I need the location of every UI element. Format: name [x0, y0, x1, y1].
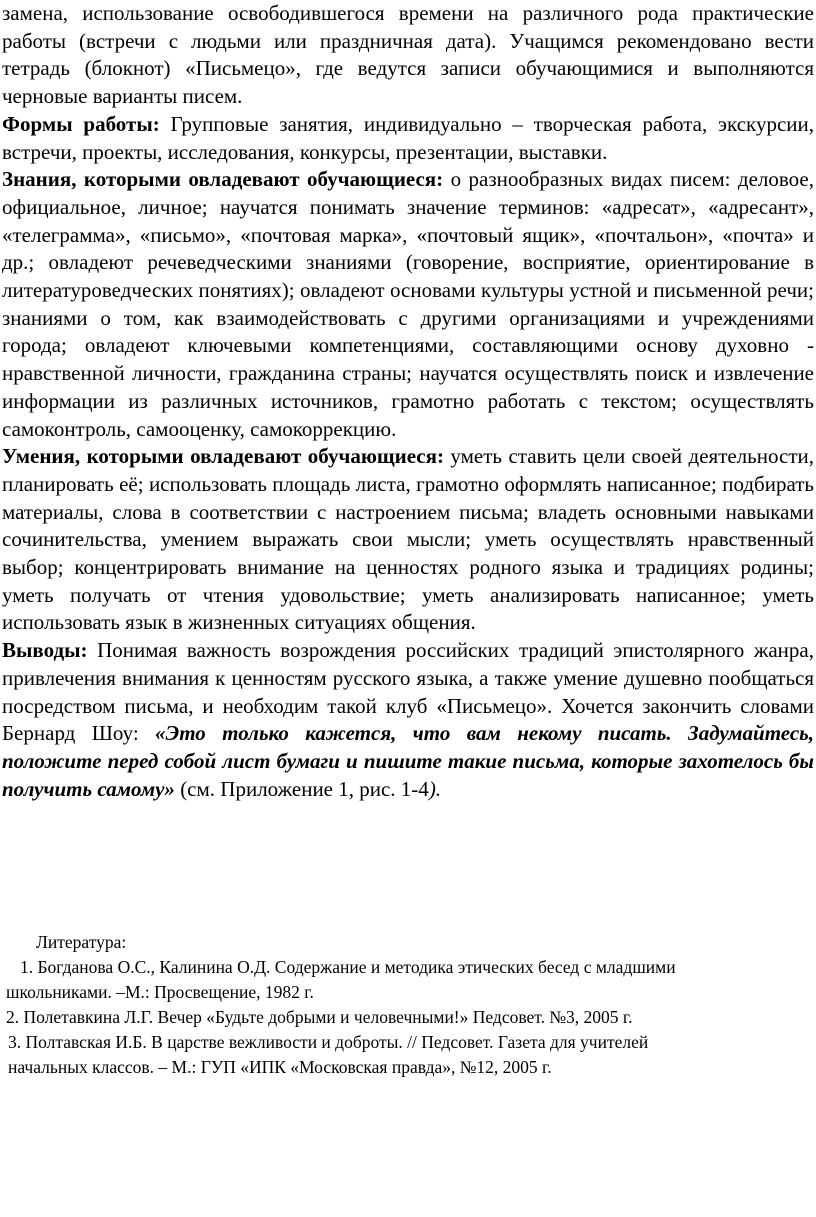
reference-item: 1. Богданова О.С., Калинина О.Д. Содержание и методика этических бесед с младшими: [20, 957, 676, 977]
appendix-closing: ).: [428, 776, 442, 801]
references-title: Литература:: [36, 932, 127, 952]
knowledge-paragraph: [2, 166, 814, 443]
skills-paragraph: [2, 443, 814, 637]
skills-heading: Умения, которыми овладевают обучающиеся:: [2, 444, 444, 469]
references-section: [0, 930, 816, 1080]
forms-text: Групповые занятия, индивидуально – творческая работа, экскурсии, встречи, проекты, исследования, конкурсы, презентации, выставки.: [2, 111, 814, 164]
document-body: [2, 0, 814, 803]
knowledge-text: о разнообразных видах писем: деловое, официальное, личное; научатся понимать значение терминов: «адресат», «адресант», «телеграмма», «письмо», «почтовая марка», «почтовый ящик», «почтальон», «почта» и др.; овладеют речеведческими знаниями (говорение, восприятие, ориентирование в литературоведческих понятиях); овладеют основами культуры устной и письменной речи; знаниями о том, как взаимодействовать с другими организациями и учреждениями города; овладеют ключевыми компетенциями, составляющими основу духовно - нравственной личности, гражданина страны; научатся осуществлять поиск и извлечение информации из различных источников, грамотно работать с текстом; осуществлять самоконтроль, самооценку, самокоррекцию.: [2, 167, 814, 441]
skills-text: уметь ставить цели своей деятельности, планировать её; использовать площадь листа, грамотно оформлять написанное; подбирать материалы, слова в соответствии с настроением письма; владеть основными навыками сочинительства, умением выражать свои мысли; уметь осуществлять нравственный выбор; концентрировать внимание на ценностях родного языка и традициях родины; уметь получать от чтения удовольствие; уметь анализировать написанное; уметь использовать язык в жизненных ситуациях общения.: [2, 444, 814, 635]
forms-paragraph: [2, 111, 814, 166]
reference-item: 3. Полтавская И.Б. В царстве вежливости и доброты. // Педсовет. Газета для учителей: [8, 1032, 649, 1052]
appendix-reference: (см. Приложение 1, рис. 1-4: [174, 776, 429, 801]
shaw-quote: «Это только кажется, что вам некому писать. Задумайтесь, положите перед собой лист бумаги и пишите такие письма, которые захотелось бы получить самому»: [2, 721, 814, 801]
conclusions-paragraph: [2, 637, 814, 803]
knowledge-heading: Знания, которыми овладевают обучающиеся:: [2, 167, 444, 192]
reference-item: начальных классов. – М.: ГУП «ИПК «Московская правда», №12, 2005 г.: [8, 1057, 552, 1077]
forms-heading: Формы работы:: [2, 111, 160, 136]
reference-item: школьниками. –М.: Просвещение, 1982 г.: [6, 982, 314, 1002]
reference-item: 2. Полетавкина Л.Г. Вечер «Будьте добрыми и человечными!» Педсовет. №3, 2005 г.: [6, 1007, 633, 1027]
intro-paragraph: замена, использование освободившегося времени на различного рода практические работы (встречи с людьми или праздничная дата). Учащимся рекомендовано вести тетрадь (блокнот) «Письмецо», где ведутся записи обучающимися и выполняются черновые варианты писем.: [2, 1, 814, 109]
conclusions-heading: Выводы:: [2, 638, 88, 663]
conclusions-text: Понимая важность возрождения российских традиций эпистолярного жанра, привлечения внимания к ценностям русского языка, а также умение душевно пообщаться посредством письма, и необходим такой клуб «Письмецо». Хочется закончить словами Бернард Шоу:: [2, 638, 814, 746]
